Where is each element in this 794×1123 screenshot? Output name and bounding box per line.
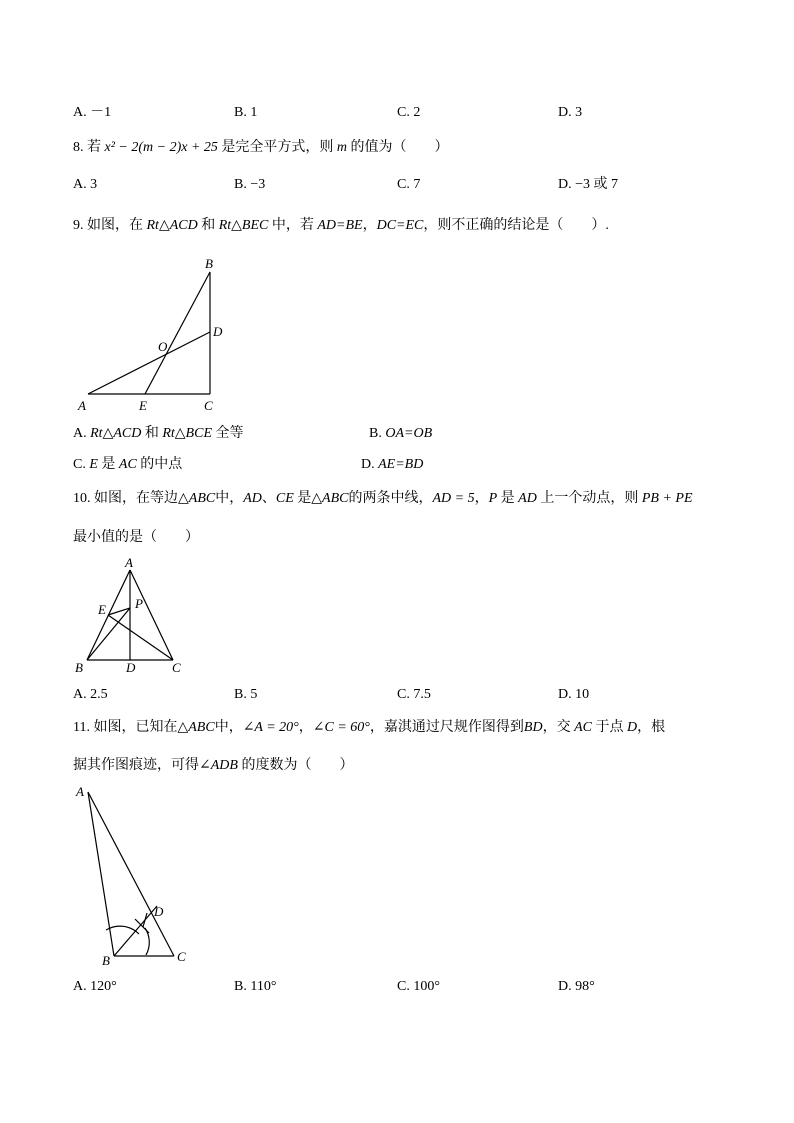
q10-var-ce: CE [275, 491, 294, 506]
q9-text-3: 中，若 [268, 218, 318, 233]
q10-stem-line-2: 最小值的是（ ） [73, 530, 199, 545]
q11-var-bd: BD [523, 720, 543, 735]
q9-number: 9. [73, 218, 87, 233]
q9-label-o: O [158, 339, 168, 354]
q9-triangle-1: Rt△ACD [146, 218, 198, 233]
q8-text: 若 [87, 140, 105, 155]
q9-stem [73, 217, 609, 235]
q10-triangle-2: △ABC [311, 491, 349, 506]
q11-label-d: D [154, 904, 164, 919]
q11-text-6: 于点 [591, 720, 627, 735]
q11-text: 如图，已知在 [93, 720, 178, 735]
q11-stem-line-2 [73, 757, 353, 775]
q8-stem [73, 139, 449, 157]
q9-option-a-mid: 和 [141, 426, 163, 441]
q10-number: 10. [73, 491, 94, 506]
q10-text-6: ， [474, 491, 489, 506]
q11-angle-a: ∠A = 20° [242, 720, 299, 735]
q8-option-d[interactable]: D. −3 或 7 [558, 177, 619, 192]
q10-figure [70, 556, 195, 678]
q10-text-4: 是 [293, 491, 312, 506]
q10-label-c: C [172, 660, 181, 675]
q10-text-3: 、 [261, 491, 276, 506]
q9-option-d-prefix: D. [361, 457, 379, 472]
q10-label-a: A [125, 556, 133, 570]
q9-condition-1: AD=BE [317, 218, 363, 233]
q9-label-c: C [204, 398, 213, 413]
q8-option-c[interactable]: C. 7 [397, 177, 421, 192]
q11-angle-adb: ∠ADB [199, 758, 238, 773]
q11-number: 11. [73, 720, 94, 735]
q9-option-a-prefix: A. [73, 426, 91, 441]
q9-option-c-post: 的中点 [136, 457, 183, 472]
q9-option-d[interactable] [361, 456, 423, 474]
q9-option-b[interactable] [369, 425, 432, 443]
q9-option-b-value: OA=OB [385, 426, 433, 441]
q9-option-c-mid: 是 [97, 457, 119, 472]
q9-option-c-prefix: C. [73, 457, 90, 472]
q10-text: 如图，在等边 [94, 491, 178, 506]
q8-option-b[interactable]: B. −3 [234, 177, 266, 192]
q11-var-d: D [626, 720, 638, 735]
q11-triangle: △ABC [177, 720, 215, 735]
q11-text-7: ，根 [637, 720, 666, 735]
q9-text: 如图，在 [87, 218, 147, 233]
q10-option-d[interactable]: D. 10 [558, 687, 590, 702]
q10-option-c[interactable]: C. 7.5 [397, 687, 431, 702]
q11-option-b[interactable]: B. 110° [234, 979, 277, 994]
q9-text-4: ， [362, 218, 377, 233]
q11-text-3: ， [298, 720, 313, 735]
q9-option-b-prefix: B. [369, 426, 386, 441]
q7-option-c[interactable]: C. 2 [397, 105, 421, 120]
q11-label-a: A [76, 784, 84, 799]
q10-triangle: △ABC [178, 491, 216, 506]
q10-label-b: B [75, 660, 83, 675]
q9-option-c-var2: AC [118, 457, 137, 472]
q10-text-8: 上一个动点，则 [536, 491, 642, 506]
q11-text-4: ，嘉淇通过尺规作图得到 [369, 720, 524, 735]
q11-option-a[interactable]: A. 120° [73, 979, 117, 994]
q9-text-2: 和 [197, 218, 219, 233]
q10-label-e: E [98, 602, 106, 617]
q11-label-c: C [177, 949, 186, 964]
q9-label-b: B [205, 256, 213, 271]
q9-option-d-value: AE=BD [378, 457, 424, 472]
q9-option-a-tri2: Rt△BCE [162, 426, 212, 441]
q8-text-2: 是完全平方式，则 [217, 140, 337, 155]
q9-condition-2: DC=EC [376, 218, 424, 233]
q10-stem-line-1 [73, 490, 693, 508]
q11-stem-line-1 [73, 719, 665, 737]
q9-option-c[interactable] [73, 456, 182, 474]
q10-label-p: P [135, 596, 143, 611]
q8-text-3: 的值为（ ） [347, 140, 449, 155]
q9-option-a[interactable] [73, 425, 244, 443]
q9-option-c-var1: E [89, 457, 98, 472]
q10-equation: AD = 5 [432, 491, 475, 506]
q10-option-a[interactable]: A. 2.5 [73, 687, 108, 702]
q8-expression: x² − 2(m − 2)x + 25 [104, 140, 218, 155]
q10-var-p: P [488, 491, 498, 506]
q8-option-a[interactable]: A. 3 [73, 177, 98, 192]
q11-text-2: 中， [214, 720, 243, 735]
q9-option-a-post: 全等 [212, 426, 244, 441]
q10-text-2: 中， [215, 491, 244, 506]
q9-label-e: E [139, 398, 147, 413]
q9-option-a-tri1: Rt△ACD [90, 426, 142, 441]
q11-var-ac: AC [574, 720, 592, 735]
q10-label-d: D [126, 660, 136, 675]
q10-var-ad: AD [243, 491, 262, 506]
q9-figure [70, 252, 240, 414]
q7-option-a[interactable]: A. －1 [73, 105, 112, 120]
q10-var-ad-2: AD [518, 491, 537, 506]
q10-text-7: 是 [497, 491, 519, 506]
q11-option-c[interactable]: C. 100° [397, 979, 440, 994]
q9-triangle-2: Rt△BEC [218, 218, 269, 233]
q8-number: 8. [73, 140, 87, 155]
q11-label-b: B [102, 953, 110, 968]
q10-option-b[interactable]: B. 5 [234, 687, 258, 702]
q11-text-9: 的度数为（ ） [237, 758, 354, 773]
q11-angle-c: ∠C = 60° [312, 720, 370, 735]
q11-figure [70, 782, 195, 972]
q9-label-a: A [78, 398, 86, 413]
q7-option-b[interactable]: B. 1 [234, 105, 258, 120]
q9-label-d: D [213, 324, 223, 339]
q11-option-d[interactable]: D. 98° [558, 979, 595, 994]
q9-text-5: ，则不正确的结论是（ ）. [423, 218, 609, 233]
q11-text-8: 据其作图痕迹，可得 [73, 758, 199, 773]
q7-option-d[interactable]: D. 3 [558, 105, 583, 120]
q8-variable: m [336, 140, 348, 155]
q11-text-5: ，交 [542, 720, 575, 735]
q10-expression: PB + PE [641, 491, 693, 506]
q10-text-5: 的两条中线， [348, 491, 433, 506]
